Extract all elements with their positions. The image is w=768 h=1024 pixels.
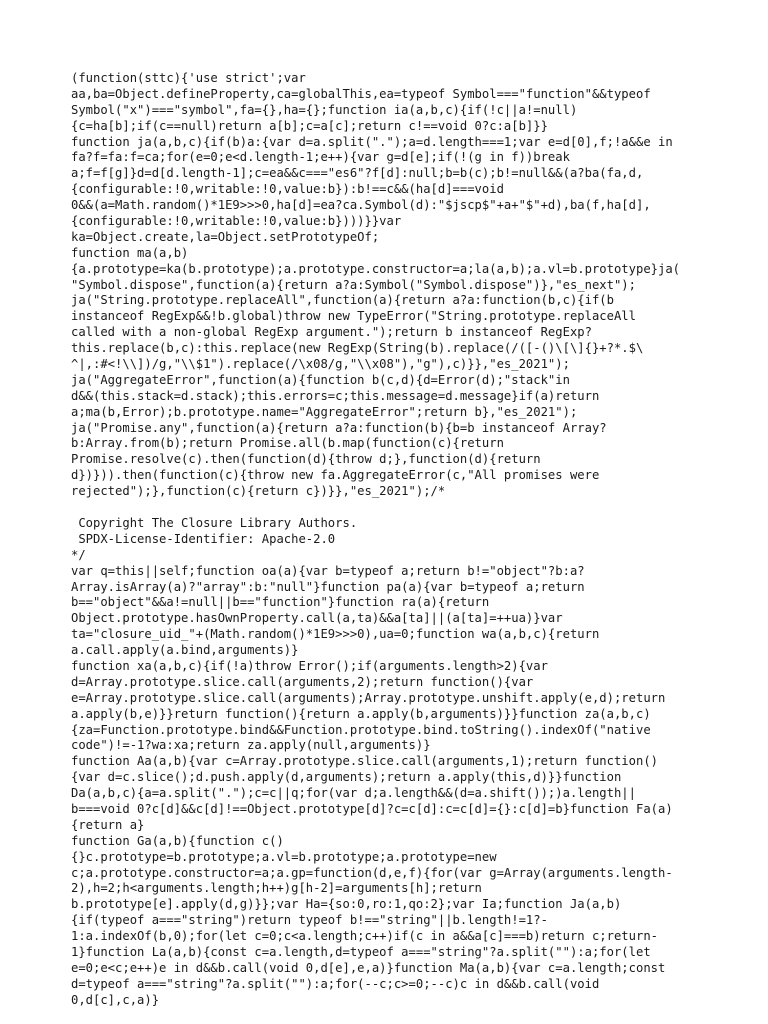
code-line: 2),h=2;h<arguments.length;h++)g[h-2]=arguments[h];return bbox=[71, 881, 482, 896]
code-line: d&&(this.stack=d.stack);this.errors=c;this.message=d.message}if(a)return bbox=[71, 388, 600, 403]
code-line: a;f=f[g]}d=d[d.length-1];c=ea&&c==="es6"?f[d]:null;b=b(c);b!=null&&(a?ba(fa,d, bbox=[71, 166, 644, 181]
code-line: b=="object"&&a!=null||b=="function"}function ra(a){return bbox=[71, 595, 490, 610]
code-line: {configurable:!0,writable:!0,value:b})))}}var bbox=[71, 214, 402, 229]
code-line: ta="closure_uid_"+(Math.random()*1E9>>>0),ua=0;function wa(a,b,c){return bbox=[71, 627, 600, 642]
code-line: "Symbol.dispose",function(a){return a?a:Symbol("Symbol.dispose")},"es_next"); bbox=[71, 277, 636, 292]
code-line: (function(sttc){'use strict';var bbox=[71, 71, 306, 85]
code-line: d=typeof a==="string"?a.split(""):a;for(--c;c>=0;--c)c in d&&b.call(void bbox=[71, 976, 600, 991]
code-line: a;ma(b,Error);b.prototype.name="AggregateError";return b},"es_2021"); bbox=[71, 404, 578, 419]
code-line: 0&&(a=Math.random()*1E9>>>0,ha[d]=ea?ca.Symbol(d):"$jscp$"+a+"$"+d),ba(f,ha[d], bbox=[71, 198, 651, 213]
code-line: code")!=-1?wa:xa;return za.apply(null,arguments)} bbox=[71, 738, 431, 753]
code-line: function ma(a,b) bbox=[71, 245, 189, 260]
code-line: function Aa(a,b){var c=Array.prototype.slice.call(arguments,1);return function() bbox=[71, 754, 658, 769]
code-line: {return a} bbox=[71, 817, 145, 832]
code-line: rejected");},function(c){return c})}},"es_2021");/* bbox=[71, 484, 446, 499]
code-line: {c=ha[b];if(c==null)return a[b];c=a[c];return c!==void 0?c:a[b]}} bbox=[71, 118, 548, 133]
code-line: {if(typeof a==="string")return typeof b!=="string"||b.length!=1?- bbox=[71, 913, 548, 928]
code-line: e=0;e<c;e++)e in d&&b.call(void 0,d[e],e,a)}function Ma(a,b){var c=a.length;const bbox=[71, 960, 666, 975]
source-code-text bbox=[71, 71, 711, 1009]
code-line: function Ga(a,b){function c() bbox=[71, 833, 284, 848]
code-line: ka=Object.create,la=Object.setPrototypeOf; bbox=[71, 229, 380, 244]
code-line: function ja(a,b,c){if(b)a:{var d=a.split(".");a=d.length===1;var e=d[0],f;!a&&e in bbox=[71, 134, 673, 149]
code-line: aa,ba=Object.defineProperty,ca=globalThis,ea=typeof Symbol==="function"&&typeof bbox=[71, 86, 651, 101]
code-line: instanceof RegExp&&!b.global)throw new TypeError("String.prototype.replaceAll bbox=[71, 309, 636, 324]
code-line: */ bbox=[71, 547, 86, 562]
code-line: this.replace(b,c):this.replace(new RegExp(String(b).replace(/([-()\[\]{}+?*.$\ bbox=[71, 341, 644, 356]
code-line: Symbol("x")==="symbol",fa={},ha={};function ia(a,b,c){if(!c||a!=null) bbox=[71, 102, 578, 117]
code-line: Promise.resolve(c).then(function(d){throw d;},function(d){return bbox=[71, 452, 541, 467]
code-line: b:Array.from(b);return Promise.all(b.map(function(c){return bbox=[71, 436, 504, 451]
code-line: a.call.apply(a.bind,arguments)} bbox=[71, 643, 299, 658]
code-line: {configurable:!0,writable:!0,value:b}):b!==c&&(ha[d]===void bbox=[71, 182, 504, 197]
code-line: fa?f=fa:f=ca;for(e=0;e<d.length-1;e++){var g=d[e];if(!(g in f))break bbox=[71, 150, 570, 165]
code-line bbox=[71, 500, 711, 516]
code-line: 1:a.indexOf(b,0);for(let c=0;c<a.length;c++)if(c in a&&a[c]===b)return c;return- bbox=[71, 929, 658, 944]
code-line: e=Array.prototype.slice.call(arguments);Array.prototype.unshift.apply(e,d);return bbox=[71, 690, 666, 705]
code-line: function xa(a,b,c){if(!a)throw Error();if(arguments.length>2){var bbox=[71, 658, 548, 673]
code-line: ja("String.prototype.replaceAll",function(a){return a?a:function(b,c){if(b bbox=[71, 293, 614, 308]
code-line: {a.prototype=ka(b.prototype);a.prototype.constructor=a;la(a,b);a.vl=b.prototype}ja( bbox=[71, 261, 681, 276]
code-line: c;a.prototype.constructor=a;a.gp=function(d,e,f){for(var g=Array(arguments.length- bbox=[71, 865, 673, 880]
code-line: Array.isArray(a)?"array":b:"null"}function pa(a){var b=typeof a;return bbox=[71, 579, 585, 594]
code-line: Copyright The Closure Library Authors. bbox=[71, 515, 358, 530]
code-line: b.prototype[e].apply(d,g)}};var Ha={so:0,ro:1,qo:2};var Ia;function Ja(a,b) bbox=[71, 897, 622, 912]
code-line: Da(a,b,c){a=a.split(".");c=c||q;for(var d;a.length&&(d=a.shift());)a.length|| bbox=[71, 786, 636, 801]
code-line: 0,d[c],c,a)} bbox=[71, 992, 160, 1007]
code-line: 1}function La(a,b){const c=a.length,d=typeof a==="string"?a.split(""):a;for(let bbox=[71, 944, 651, 959]
code-line: b===void 0?c[d]&&c[d]!==Object.prototype[d]?c=c[d]:c=c[d]={}:c[d]=b}function Fa(a) bbox=[71, 801, 673, 816]
code-line: ^|,:#<!\\])/g,"\\$1").replace(/\x08/g,"\\x08"),"g"),c)}},"es_2021"); bbox=[71, 357, 570, 372]
code-line: d=Array.prototype.slice.call(arguments,2);return function(){var bbox=[71, 674, 534, 689]
code-line: {var d=c.slice();d.push.apply(d,arguments);return a.apply(this,d)}}function bbox=[71, 770, 622, 785]
code-line: var q=this||self;function oa(a){var b=typeof a;return b!="object"?b:a? bbox=[71, 563, 585, 578]
code-line: {}c.prototype=b.prototype;a.vl=b.prototype;a.prototype=new bbox=[71, 849, 497, 864]
code-line: d})})).then(function(c){throw new fa.AggregateError(c,"All promises were bbox=[71, 468, 600, 483]
code-line: {za=Function.prototype.bind&&Function.prototype.bind.toString().indexOf("native bbox=[71, 722, 651, 737]
code-line: ja("Promise.any",function(a){return a?a:function(b){b=b instanceof Array? bbox=[71, 420, 607, 435]
code-line: a.apply(b,e)}}return function(){return a.apply(b,arguments)}}function za(a,b,c) bbox=[71, 706, 651, 721]
code-line: called with a non-global RegExp argument.");return b instanceof RegExp? bbox=[71, 325, 592, 340]
code-line: Object.prototype.hasOwnProperty.call(a,ta)&&a[ta]||(a[ta]=++ua)}var bbox=[71, 611, 563, 626]
code-line: SPDX-License-Identifier: Apache-2.0 bbox=[71, 531, 336, 546]
code-line: ja("AggregateError",function(a){function b(c,d){d=Error(d);"stack"in bbox=[71, 372, 570, 387]
